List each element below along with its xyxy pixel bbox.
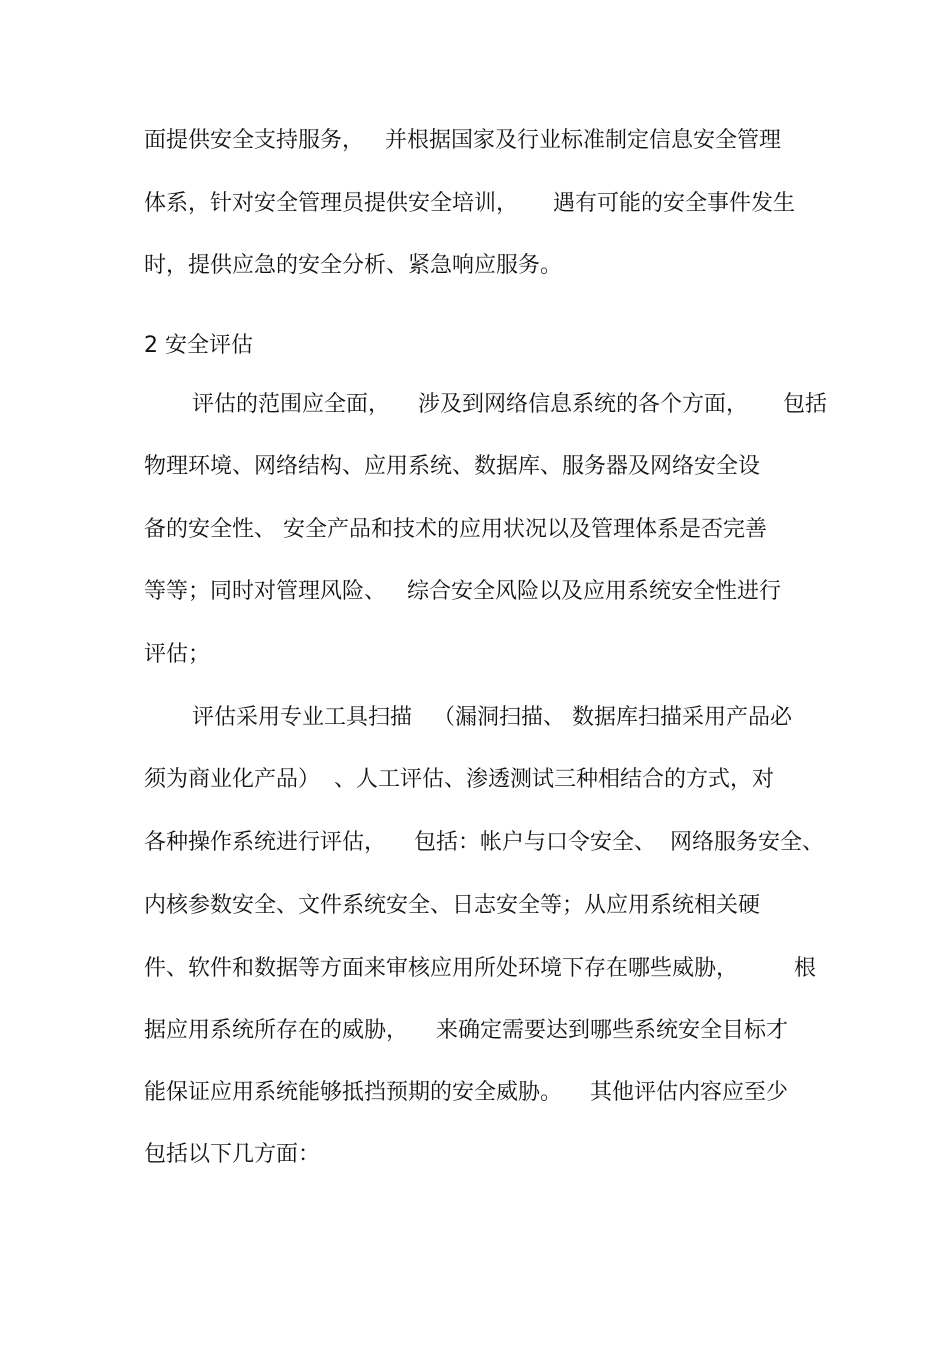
text-line: 须为商业化产品） 、人工评估、渗透测试三种相结合的方式，对 [144,767,774,792]
text-line: 体系，针对安全管理员提供安全培训， 遇有可能的安全事件发生 [144,191,795,216]
section-heading: 2 安全评估 [144,333,253,358]
text-line: 内核参数安全、文件系统安全、日志安全等；从应用系统相关硬 [144,893,761,918]
text-line: 据应用系统所存在的威胁， 来确定需要达到哪些系统安全目标才 [144,1018,788,1043]
text-line: 等等；同时对管理风险、 综合安全风险以及应用系统安全性进行 [144,579,781,604]
text-line: 能保证应用系统能够抵挡预期的安全威胁。 其他评估内容应至少 [144,1080,788,1105]
text-line: 评估的范围应全面， 涉及到网络信息系统的各个方面， 包括 [192,392,827,417]
text-line: 物理环境、网络结构、应用系统、数据库、服务器及网络安全设 [144,454,761,479]
text-line: 件、软件和数据等方面来审核应用所处环境下存在哪些威胁， 根 [144,956,816,981]
text-line: 备的安全性、 安全产品和技术的应用状况以及管理体系是否完善 [144,517,767,542]
text-line: 各种操作系统进行评估， 包括：帐户与口令安全、 网络服务安全、 [144,830,824,855]
text-line: 包括以下几方面： [144,1142,321,1167]
text-line: 评估采用专业工具扫描 （漏洞扫描、 数据库扫描采用产品必 [192,705,792,730]
text-line: 评估； [144,642,211,667]
text-line: 时，提供应急的安全分析、紧急响应服务。 [144,253,563,278]
text-line: 面提供安全支持服务， 并根据国家及行业标准制定信息安全管理 [144,128,781,153]
